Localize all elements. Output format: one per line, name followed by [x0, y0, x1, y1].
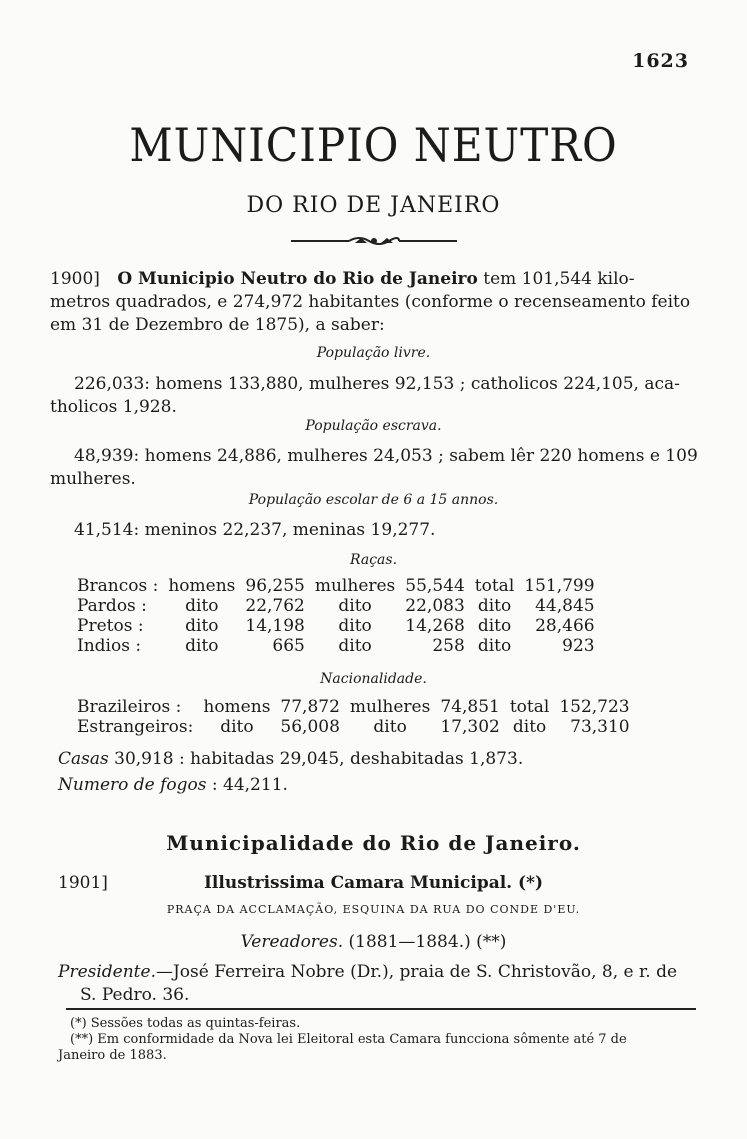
nationality-cell: 73,310	[570, 717, 630, 737]
nationality-cell: 77,872	[280, 697, 340, 717]
races-cell: dito	[185, 636, 219, 656]
footnote-divider	[66, 1008, 696, 1010]
school-heading: População escolar de 6 a 15 annos.	[248, 492, 499, 508]
races-cell: dito	[477, 616, 512, 636]
footnote-1: (*) Sessões todas as quintas-feiras.	[70, 1016, 301, 1031]
fogos-value: : 44,211.	[211, 775, 288, 795]
nationality-cell: dito	[512, 717, 547, 737]
free-line-2: tholicos 1,928.	[50, 397, 177, 417]
intro-name: O Municipio Neutro do Rio de Janeiro	[117, 269, 478, 289]
races-cell: dito	[338, 596, 372, 616]
council-years: (1881—1884.) (**)	[348, 932, 507, 952]
slave-line-1: 48,939: homens 24,886, mulheres 24,053 ; sabem lêr 220 homens e 109	[74, 446, 698, 466]
races-cell: dito	[477, 636, 512, 656]
slave-heading: População escrava.	[305, 418, 442, 434]
races-row	[72, 596, 600, 616]
races-cell: 44,845	[535, 596, 595, 616]
races-cell: 665	[272, 636, 305, 656]
free-line-1: 226,033: homens 133,880, mulheres 92,153 ; catholicos 224,105, aca-	[74, 374, 680, 394]
nationality-cell: Brazileiros :	[77, 697, 182, 717]
nationality-cell: 152,723	[559, 697, 630, 717]
races-row	[72, 636, 600, 656]
races-cell: 28,466	[535, 616, 595, 636]
slave-line-2: mulheres.	[50, 469, 136, 489]
chamber-title: Illustrissima Camara Municipal. (*)	[203, 873, 543, 893]
president-label: Presidente.	[58, 962, 156, 982]
races-heading: Raças.	[349, 552, 398, 568]
municipality-heading: Municipalidade do Rio de Janeiro.	[166, 831, 581, 855]
council-label: Vereadores.	[240, 932, 344, 952]
school-line: 41,514: meninos 22,237, meninas 19,277.	[74, 520, 436, 540]
nationality-cell: homens	[203, 697, 271, 717]
races-cell: dito	[185, 596, 219, 616]
races-cell: 14,268	[405, 616, 465, 636]
page-number: 1623	[632, 50, 689, 72]
municipality-ref: 1901]	[58, 873, 108, 893]
ornament-divider	[0, 233, 747, 252]
intro-line1-rest: tem 101,544 kilo-	[483, 269, 635, 289]
nationality-cell: Estrangeiros:	[77, 717, 194, 737]
races-table	[72, 576, 600, 656]
races-cell: dito	[185, 616, 219, 636]
nationality-cell: 56,008	[280, 717, 340, 737]
races-cell: 923	[562, 636, 595, 656]
races-cell: dito	[477, 596, 512, 616]
president-text: —José Ferreira Nobre (Dr.), praia de S. Christovão, 8, e r. de	[155, 962, 678, 982]
nationality-cell: mulheres	[349, 697, 431, 717]
houses-line	[58, 748, 523, 770]
races-cell: dito	[338, 616, 372, 636]
intro-ref: 1900]	[50, 269, 100, 289]
ornament-icon	[289, 234, 459, 248]
intro-line-1	[50, 268, 635, 290]
races-cell: Pardos :	[77, 596, 147, 616]
nationality-cell: total	[509, 697, 550, 717]
fogos-line	[58, 774, 288, 796]
footnote-3: Janeiro de 1883.	[58, 1048, 167, 1063]
president-line-1	[58, 961, 677, 983]
races-cell: Indios :	[77, 636, 142, 656]
nationality-heading: Nacionalidade.	[320, 671, 427, 687]
races-cell: Brancos :	[77, 576, 159, 596]
free-heading: População livre.	[316, 345, 431, 361]
footnote-2: (**) Em conformidade da Nova lei Eleitoral esta Camara funcciona sômente até 7 de	[70, 1032, 627, 1047]
chamber-address: PRAÇA DA ACCLAMAÇÃO, ESQUINA DA RUA DO CONDE D'EU.	[166, 903, 581, 916]
nationality-cell: dito	[373, 717, 407, 737]
nationality-table	[72, 697, 635, 737]
nationality-cell: dito	[220, 717, 254, 737]
page-title: MUNICIPIO NEUTRO	[129, 118, 618, 172]
races-row	[72, 576, 600, 596]
page-subtitle: DO RIO DE JANEIRO	[246, 193, 501, 218]
intro-line-3: em 31 de Dezembro de 1875), a saber:	[50, 315, 385, 335]
races-cell: 258	[432, 636, 465, 656]
races-cell: 14,198	[245, 616, 305, 636]
houses-label: Casas	[58, 749, 109, 769]
nationality-row	[72, 697, 635, 717]
races-cell: 151,799	[524, 576, 595, 596]
races-row	[72, 616, 600, 636]
fogos-label: Numero de fogos	[58, 775, 207, 795]
intro-line-2: metros quadrados, e 274,972 habitantes (conforme o recenseamento feito	[50, 292, 691, 312]
races-cell: 22,762	[245, 596, 305, 616]
houses-text: 30,918 : habitadas 29,045, deshabitadas 1,873.	[114, 749, 524, 769]
nationality-row	[72, 717, 635, 737]
president-line-2: S. Pedro. 36.	[80, 985, 190, 1005]
races-cell: homens	[168, 576, 236, 596]
races-cell: dito	[338, 636, 372, 656]
races-cell: Pretos :	[77, 616, 144, 636]
races-cell: 96,255	[245, 576, 305, 596]
council-line	[0, 931, 747, 953]
nationality-cell: 74,851	[440, 697, 500, 717]
races-cell: mulheres	[314, 576, 396, 596]
nationality-cell: 17,302	[440, 717, 500, 737]
races-cell: 22,083	[405, 596, 465, 616]
races-cell: total	[474, 576, 515, 596]
races-cell: 55,544	[405, 576, 465, 596]
